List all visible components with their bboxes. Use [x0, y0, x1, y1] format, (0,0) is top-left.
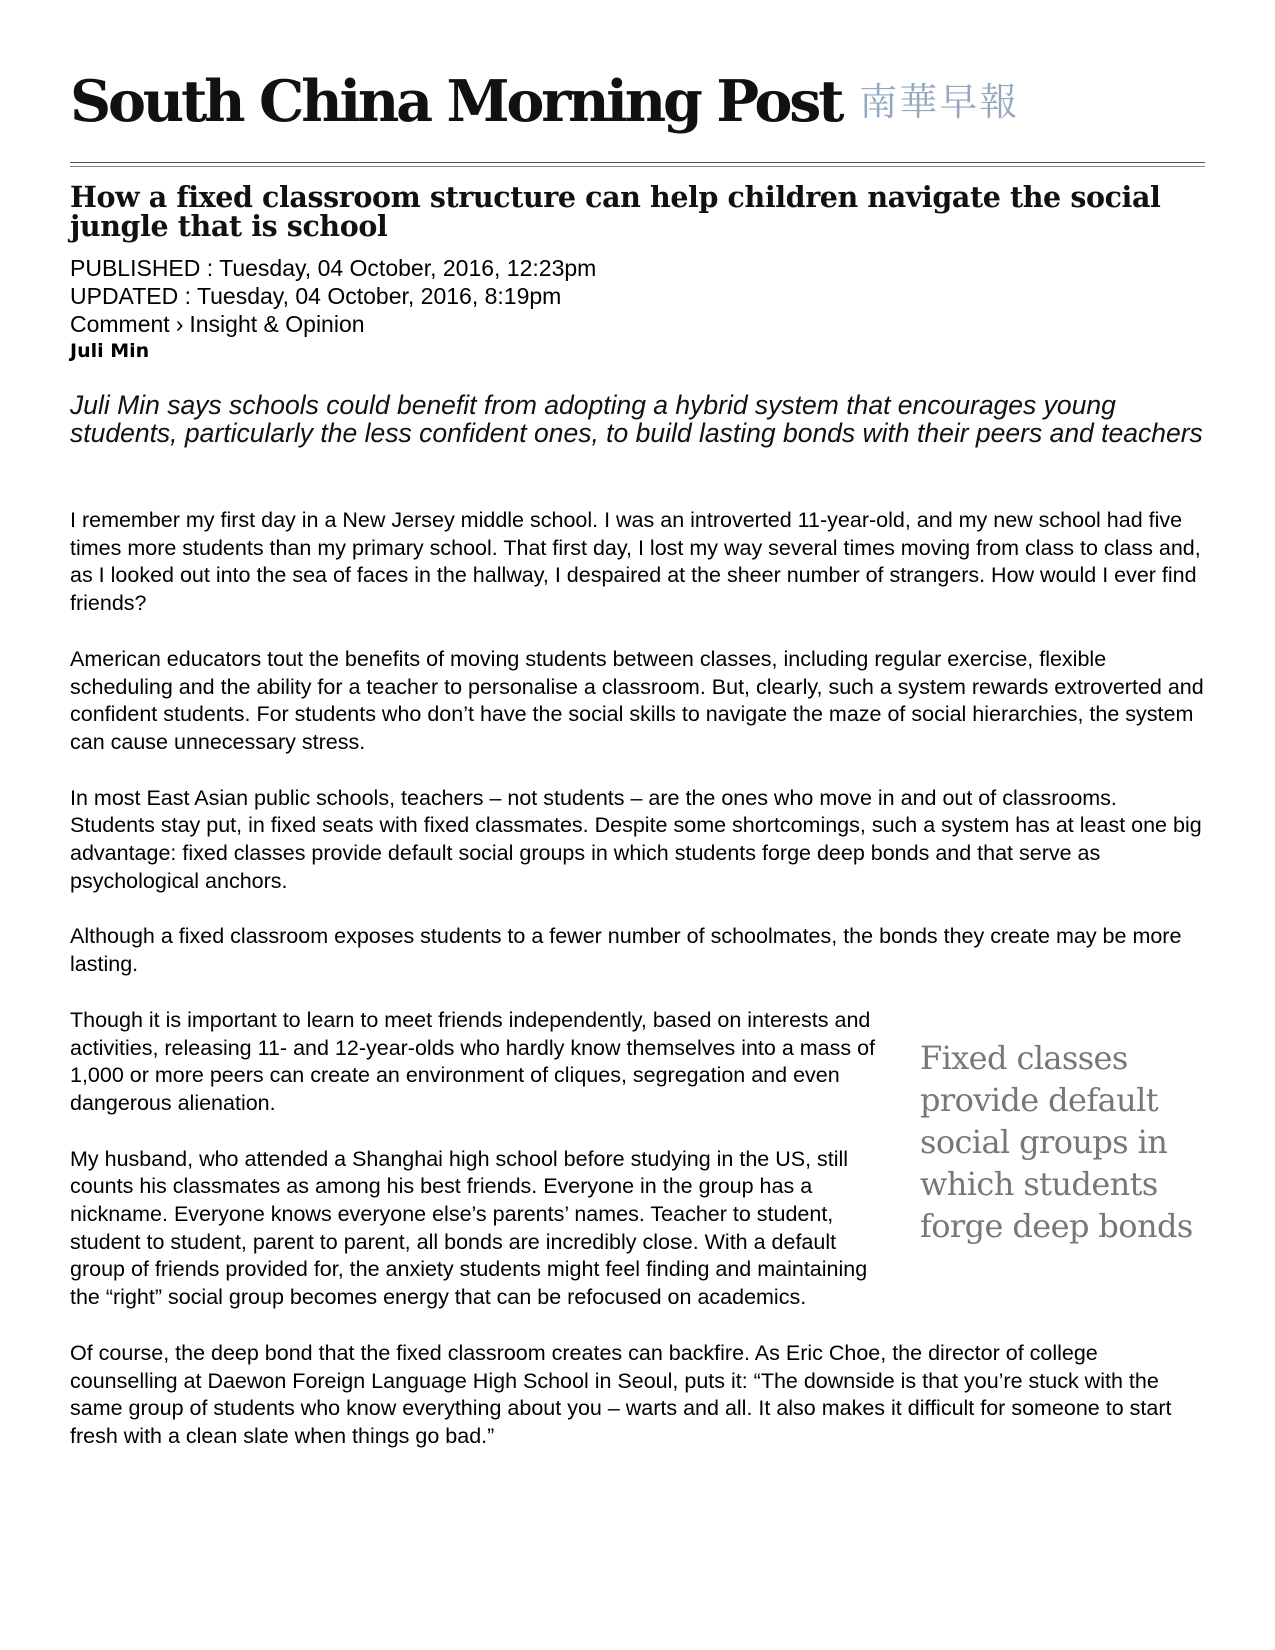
article-paragraph: American educators tout the benefits of moving students between classes, including regular exercise, flexible scheduling and the ability for a teacher to personalise a classroom. But, clearly, such a system rewards extroverted and confident students. For students who don’t have the social skills to navigate the maze of social hierarchies, the system can cause unnecessary stress. — [70, 646, 1204, 754]
article-standfirst: Juli Min says schools could benefit from adopting a hybrid system that encourages young students, particularly the less confident ones, to build lasting bonds with their peers and teachers — [70, 390, 1203, 448]
article-paragraph: Although a fixed classroom exposes students to a fewer number of schoolmates, the bonds they create may be more lasting. — [70, 924, 1182, 977]
breadcrumb-subsection[interactable]: Insight & Opinion — [189, 311, 365, 337]
article-headline: How a fixed classroom structure can help children navigate the social jungle that is school — [70, 180, 1161, 243]
updated-date: UPDATED : Tuesday, 04 October, 2016, 8:19pm — [70, 283, 562, 309]
masthead-divider-secondary — [70, 166, 1205, 167]
pull-quote: Fixed classes provide default social groups in which students forge deep bonds — [920, 1038, 1193, 1245]
masthead-logo[interactable]: South China Morning Post — [70, 68, 842, 135]
article-paragraph: Of course, the deep bond that the fixed classroom creates can backfire. As Eric Choe, the director of college counselling at Daewon Foreign Language High School in Seoul, puts it: “The downside is that you’re stuck with the same group of students who know everything about you – warts and all. It also makes it difficult for someone to start fresh with a clean slate when things go bad.” — [70, 1340, 1172, 1448]
article-body — [70, 507, 1205, 1479]
breadcrumb-separator: › — [175, 311, 184, 337]
masthead — [70, 62, 1205, 152]
article-author[interactable]: Juli Min — [70, 340, 150, 362]
masthead-logo-cjk: 南華早報 — [859, 80, 1020, 124]
article-paragraph: In most East Asian public schools, teachers – not students – are the ones who move in and out of classrooms. Students stay put, in fixed seats with fixed classmates. Despite some shortcomings, such a system has at least one big advantage: fixed classes provide default social groups in which students forge deep bonds and that serve as psychological anchors. — [70, 785, 1202, 893]
article-paragraph: I remember my first day in a New Jersey middle school. I was an introverted 11-year-old, and my new school had five times more students than my primary school. That first day, I lost my way several times moving from class to class and, as I looked out into the sea of faces in the hallway, I despaired at the sheer number of strangers. How would I ever find friends? — [70, 508, 1201, 616]
breadcrumb-section[interactable]: Comment — [70, 311, 170, 337]
article-meta — [70, 254, 970, 364]
masthead-divider — [70, 162, 1205, 163]
article-paragraph: Though it is important to learn to meet friends independently, based on interests and activities, releasing 11- and 12-year-olds who hardly know themselves into a mass of 1,000 or more peers can create an environment of cliques, segregation and even dangerous alienation. — [70, 1007, 876, 1115]
breadcrumb — [70, 310, 970, 338]
article-paragraph: My husband, who attended a Shanghai high school before studying in the US, still counts his classmates as among his best friends. Everyone in the group has a nickname. Everyone knows everyone else’s parents’ names. Teacher to student, student to student, parent to parent, all bonds are incredibly close. With a default group of friends provided for, the anxiety students might feel finding and maintaining the “right” social group becomes energy that can be refocused on academics. — [70, 1146, 868, 1310]
published-date: PUBLISHED : Tuesday, 04 October, 2016, 12:23pm — [70, 255, 597, 281]
